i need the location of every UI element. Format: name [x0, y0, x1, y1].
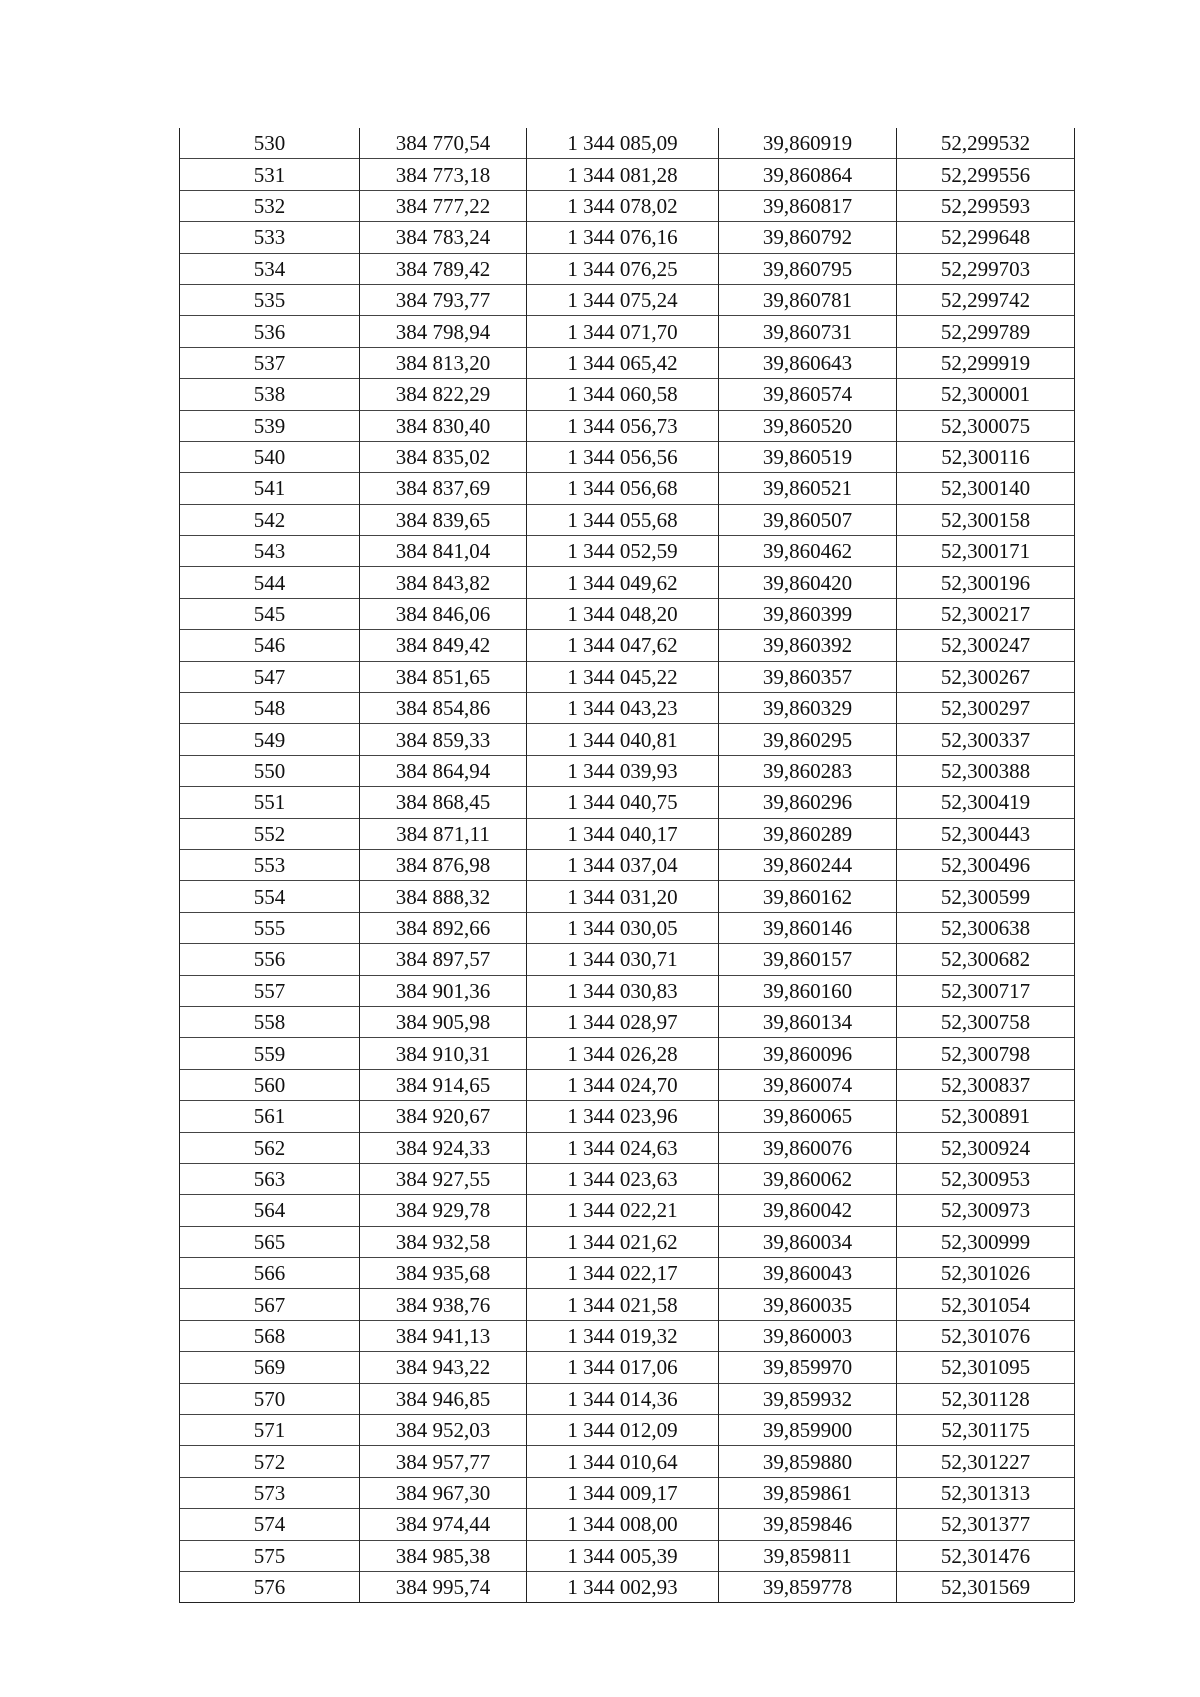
table-row: [180, 849, 1075, 880]
table-row: [180, 1101, 1075, 1132]
point-number-cell: 564: [180, 1195, 360, 1226]
latitude-cell: 52,299789: [897, 316, 1075, 347]
latitude-cell: 52,300297: [897, 693, 1075, 724]
point-number-cell: 568: [180, 1320, 360, 1351]
longitude-cell: 39,859880: [719, 1446, 897, 1477]
x-coordinate-cell: 384 935,68: [360, 1258, 527, 1289]
point-number-cell: 575: [180, 1540, 360, 1571]
longitude-cell: 39,859861: [719, 1477, 897, 1508]
point-number-cell: 538: [180, 379, 360, 410]
point-number-cell: 565: [180, 1226, 360, 1257]
y-coordinate-cell: 1 344 022,17: [527, 1258, 719, 1289]
table-row: [180, 441, 1075, 472]
point-number-cell: 559: [180, 1038, 360, 1069]
latitude-cell: 52,300999: [897, 1226, 1075, 1257]
x-coordinate-cell: 384 770,54: [360, 128, 527, 159]
x-coordinate-cell: 384 888,32: [360, 881, 527, 912]
table-row: [180, 787, 1075, 818]
table-row: [180, 1038, 1075, 1069]
longitude-cell: 39,860420: [719, 567, 897, 598]
longitude-cell: 39,859811: [719, 1540, 897, 1571]
x-coordinate-cell: 384 789,42: [360, 253, 527, 284]
x-coordinate-cell: 384 914,65: [360, 1069, 527, 1100]
x-coordinate-cell: 384 864,94: [360, 755, 527, 786]
y-coordinate-cell: 1 344 039,93: [527, 755, 719, 786]
x-coordinate-cell: 384 868,45: [360, 787, 527, 818]
y-coordinate-cell: 1 344 023,63: [527, 1163, 719, 1194]
x-coordinate-cell: 384 837,69: [360, 473, 527, 504]
point-number-cell: 536: [180, 316, 360, 347]
table-row: [180, 410, 1075, 441]
latitude-cell: 52,300443: [897, 818, 1075, 849]
x-coordinate-cell: 384 813,20: [360, 347, 527, 378]
table-row: [180, 598, 1075, 629]
y-coordinate-cell: 1 344 008,00: [527, 1509, 719, 1540]
table-row: [180, 1006, 1075, 1037]
y-coordinate-cell: 1 344 085,09: [527, 128, 719, 159]
y-coordinate-cell: 1 344 043,23: [527, 693, 719, 724]
x-coordinate-cell: 384 938,76: [360, 1289, 527, 1320]
latitude-cell: 52,300158: [897, 504, 1075, 535]
longitude-cell: 39,860392: [719, 630, 897, 661]
y-coordinate-cell: 1 344 076,16: [527, 222, 719, 253]
x-coordinate-cell: 384 943,22: [360, 1352, 527, 1383]
latitude-cell: 52,300717: [897, 975, 1075, 1006]
table-row: [180, 944, 1075, 975]
x-coordinate-cell: 384 871,11: [360, 818, 527, 849]
latitude-cell: 52,300682: [897, 944, 1075, 975]
longitude-cell: 39,860357: [719, 661, 897, 692]
x-coordinate-cell: 384 793,77: [360, 284, 527, 315]
table-row: [180, 1226, 1075, 1257]
x-coordinate-cell: 384 859,33: [360, 724, 527, 755]
y-coordinate-cell: 1 344 040,81: [527, 724, 719, 755]
longitude-cell: 39,860074: [719, 1069, 897, 1100]
longitude-cell: 39,860062: [719, 1163, 897, 1194]
longitude-cell: 39,860283: [719, 755, 897, 786]
latitude-cell: 52,300891: [897, 1101, 1075, 1132]
latitude-cell: 52,300116: [897, 441, 1075, 472]
latitude-cell: 52,301095: [897, 1352, 1075, 1383]
table-row: [180, 818, 1075, 849]
x-coordinate-cell: 384 897,57: [360, 944, 527, 975]
y-coordinate-cell: 1 344 021,58: [527, 1289, 719, 1320]
x-coordinate-cell: 384 851,65: [360, 661, 527, 692]
point-number-cell: 567: [180, 1289, 360, 1320]
longitude-cell: 39,860162: [719, 881, 897, 912]
point-number-cell: 549: [180, 724, 360, 755]
x-coordinate-cell: 384 839,65: [360, 504, 527, 535]
table-row: [180, 975, 1075, 1006]
latitude-cell: 52,301175: [897, 1415, 1075, 1446]
longitude-cell: 39,860160: [719, 975, 897, 1006]
point-number-cell: 545: [180, 598, 360, 629]
latitude-cell: 52,300001: [897, 379, 1075, 410]
longitude-cell: 39,860096: [719, 1038, 897, 1069]
y-coordinate-cell: 1 344 078,02: [527, 190, 719, 221]
point-number-cell: 560: [180, 1069, 360, 1100]
y-coordinate-cell: 1 344 040,75: [527, 787, 719, 818]
latitude-cell: 52,300140: [897, 473, 1075, 504]
y-coordinate-cell: 1 344 071,70: [527, 316, 719, 347]
point-number-cell: 539: [180, 410, 360, 441]
point-number-cell: 534: [180, 253, 360, 284]
table-row: [180, 316, 1075, 347]
latitude-cell: 52,300638: [897, 912, 1075, 943]
y-coordinate-cell: 1 344 065,42: [527, 347, 719, 378]
y-coordinate-cell: 1 344 031,20: [527, 881, 719, 912]
longitude-cell: 39,860731: [719, 316, 897, 347]
x-coordinate-cell: 384 835,02: [360, 441, 527, 472]
table-row: [180, 1195, 1075, 1226]
y-coordinate-cell: 1 344 005,39: [527, 1540, 719, 1571]
table-row: [180, 222, 1075, 253]
latitude-cell: 52,300171: [897, 536, 1075, 567]
latitude-cell: 52,301128: [897, 1383, 1075, 1414]
x-coordinate-cell: 384 910,31: [360, 1038, 527, 1069]
latitude-cell: 52,299742: [897, 284, 1075, 315]
longitude-cell: 39,860643: [719, 347, 897, 378]
table-row: [180, 1069, 1075, 1100]
x-coordinate-cell: 384 841,04: [360, 536, 527, 567]
point-number-cell: 557: [180, 975, 360, 1006]
table-row: [180, 1415, 1075, 1446]
point-number-cell: 558: [180, 1006, 360, 1037]
table-row: [180, 724, 1075, 755]
point-number-cell: 561: [180, 1101, 360, 1132]
longitude-cell: 39,860003: [719, 1320, 897, 1351]
x-coordinate-cell: 384 901,36: [360, 975, 527, 1006]
longitude-cell: 39,860329: [719, 693, 897, 724]
longitude-cell: 39,860399: [719, 598, 897, 629]
y-coordinate-cell: 1 344 002,93: [527, 1571, 719, 1602]
longitude-cell: 39,860462: [719, 536, 897, 567]
coordinates-table: [179, 128, 1075, 1602]
x-coordinate-cell: 384 843,82: [360, 567, 527, 598]
latitude-cell: 52,299648: [897, 222, 1075, 253]
x-coordinate-cell: 384 849,42: [360, 630, 527, 661]
longitude-cell: 39,860244: [719, 849, 897, 880]
point-number-cell: 566: [180, 1258, 360, 1289]
x-coordinate-cell: 384 932,58: [360, 1226, 527, 1257]
longitude-cell: 39,860146: [719, 912, 897, 943]
point-number-cell: 571: [180, 1415, 360, 1446]
x-coordinate-cell: 384 927,55: [360, 1163, 527, 1194]
point-number-cell: 535: [180, 284, 360, 315]
y-coordinate-cell: 1 344 021,62: [527, 1226, 719, 1257]
longitude-cell: 39,860574: [719, 379, 897, 410]
x-coordinate-cell: 384 957,77: [360, 1446, 527, 1477]
point-number-cell: 547: [180, 661, 360, 692]
table-row: [180, 661, 1075, 692]
table-row: [180, 128, 1075, 159]
y-coordinate-cell: 1 344 028,97: [527, 1006, 719, 1037]
table-row: [180, 253, 1075, 284]
latitude-cell: 52,300267: [897, 661, 1075, 692]
point-number-cell: 563: [180, 1163, 360, 1194]
longitude-cell: 39,860157: [719, 944, 897, 975]
longitude-cell: 39,860792: [719, 222, 897, 253]
x-coordinate-cell: 384 777,22: [360, 190, 527, 221]
table-row: [180, 1446, 1075, 1477]
longitude-cell: 39,860043: [719, 1258, 897, 1289]
x-coordinate-cell: 384 876,98: [360, 849, 527, 880]
latitude-cell: 52,301054: [897, 1289, 1075, 1320]
table-row: [180, 693, 1075, 724]
y-coordinate-cell: 1 344 056,68: [527, 473, 719, 504]
y-coordinate-cell: 1 344 047,62: [527, 630, 719, 661]
point-number-cell: 537: [180, 347, 360, 378]
x-coordinate-cell: 384 892,66: [360, 912, 527, 943]
x-coordinate-cell: 384 773,18: [360, 159, 527, 190]
y-coordinate-cell: 1 344 022,21: [527, 1195, 719, 1226]
table-row: [180, 536, 1075, 567]
latitude-cell: 52,300337: [897, 724, 1075, 755]
y-coordinate-cell: 1 344 024,70: [527, 1069, 719, 1100]
latitude-cell: 52,300419: [897, 787, 1075, 818]
longitude-cell: 39,860134: [719, 1006, 897, 1037]
y-coordinate-cell: 1 344 060,58: [527, 379, 719, 410]
latitude-cell: 52,299919: [897, 347, 1075, 378]
x-coordinate-cell: 384 967,30: [360, 1477, 527, 1508]
latitude-cell: 52,300924: [897, 1132, 1075, 1163]
y-coordinate-cell: 1 344 024,63: [527, 1132, 719, 1163]
table-row: [180, 1540, 1075, 1571]
table-row: [180, 630, 1075, 661]
x-coordinate-cell: 384 830,40: [360, 410, 527, 441]
y-coordinate-cell: 1 344 075,24: [527, 284, 719, 315]
latitude-cell: 52,300196: [897, 567, 1075, 598]
x-coordinate-cell: 384 974,44: [360, 1509, 527, 1540]
longitude-cell: 39,860076: [719, 1132, 897, 1163]
longitude-cell: 39,860507: [719, 504, 897, 535]
y-coordinate-cell: 1 344 030,83: [527, 975, 719, 1006]
y-coordinate-cell: 1 344 019,32: [527, 1320, 719, 1351]
table-row: [180, 1258, 1075, 1289]
table-row: [180, 1289, 1075, 1320]
point-number-cell: 562: [180, 1132, 360, 1163]
latitude-cell: 52,300217: [897, 598, 1075, 629]
latitude-cell: 52,301227: [897, 1446, 1075, 1477]
latitude-cell: 52,299593: [897, 190, 1075, 221]
table-row: [180, 159, 1075, 190]
latitude-cell: 52,299532: [897, 128, 1075, 159]
x-coordinate-cell: 384 854,86: [360, 693, 527, 724]
point-number-cell: 555: [180, 912, 360, 943]
point-number-cell: 574: [180, 1509, 360, 1540]
longitude-cell: 39,860042: [719, 1195, 897, 1226]
x-coordinate-cell: 384 952,03: [360, 1415, 527, 1446]
latitude-cell: 52,301569: [897, 1571, 1075, 1602]
latitude-cell: 52,301377: [897, 1509, 1075, 1540]
y-coordinate-cell: 1 344 037,04: [527, 849, 719, 880]
point-number-cell: 552: [180, 818, 360, 849]
y-coordinate-cell: 1 344 055,68: [527, 504, 719, 535]
latitude-cell: 52,301076: [897, 1320, 1075, 1351]
y-coordinate-cell: 1 344 012,09: [527, 1415, 719, 1446]
x-coordinate-cell: 384 905,98: [360, 1006, 527, 1037]
table-row: [180, 1352, 1075, 1383]
latitude-cell: 52,301313: [897, 1477, 1075, 1508]
point-number-cell: 543: [180, 536, 360, 567]
longitude-cell: 39,860919: [719, 128, 897, 159]
x-coordinate-cell: 384 783,24: [360, 222, 527, 253]
x-coordinate-cell: 384 822,29: [360, 379, 527, 410]
y-coordinate-cell: 1 344 081,28: [527, 159, 719, 190]
point-number-cell: 533: [180, 222, 360, 253]
latitude-cell: 52,300953: [897, 1163, 1075, 1194]
point-number-cell: 570: [180, 1383, 360, 1414]
point-number-cell: 532: [180, 190, 360, 221]
x-coordinate-cell: 384 995,74: [360, 1571, 527, 1602]
table-row: [180, 881, 1075, 912]
table-row: [180, 1132, 1075, 1163]
point-number-cell: 541: [180, 473, 360, 504]
longitude-cell: 39,860289: [719, 818, 897, 849]
point-number-cell: 544: [180, 567, 360, 598]
x-coordinate-cell: 384 798,94: [360, 316, 527, 347]
x-coordinate-cell: 384 920,67: [360, 1101, 527, 1132]
table-row: [180, 1383, 1075, 1414]
table-row: [180, 1477, 1075, 1508]
y-coordinate-cell: 1 344 045,22: [527, 661, 719, 692]
y-coordinate-cell: 1 344 010,64: [527, 1446, 719, 1477]
point-number-cell: 553: [180, 849, 360, 880]
table-row: [180, 473, 1075, 504]
x-coordinate-cell: 384 985,38: [360, 1540, 527, 1571]
longitude-cell: 39,860795: [719, 253, 897, 284]
y-coordinate-cell: 1 344 023,96: [527, 1101, 719, 1132]
point-number-cell: 530: [180, 128, 360, 159]
x-coordinate-cell: 384 846,06: [360, 598, 527, 629]
y-coordinate-cell: 1 344 030,71: [527, 944, 719, 975]
table-row: [180, 1571, 1075, 1602]
table-row: [180, 190, 1075, 221]
table-row: [180, 1163, 1075, 1194]
y-coordinate-cell: 1 344 014,36: [527, 1383, 719, 1414]
coordinates-table-body: [180, 128, 1075, 1602]
point-number-cell: 550: [180, 755, 360, 786]
point-number-cell: 531: [180, 159, 360, 190]
longitude-cell: 39,860035: [719, 1289, 897, 1320]
latitude-cell: 52,299556: [897, 159, 1075, 190]
y-coordinate-cell: 1 344 056,56: [527, 441, 719, 472]
point-number-cell: 546: [180, 630, 360, 661]
x-coordinate-cell: 384 924,33: [360, 1132, 527, 1163]
longitude-cell: 39,859932: [719, 1383, 897, 1414]
y-coordinate-cell: 1 344 048,20: [527, 598, 719, 629]
table-row: [180, 1509, 1075, 1540]
coordinates-table-container: [179, 128, 1074, 1603]
longitude-cell: 39,860781: [719, 284, 897, 315]
y-coordinate-cell: 1 344 076,25: [527, 253, 719, 284]
point-number-cell: 572: [180, 1446, 360, 1477]
longitude-cell: 39,860296: [719, 787, 897, 818]
longitude-cell: 39,860065: [719, 1101, 897, 1132]
point-number-cell: 551: [180, 787, 360, 818]
point-number-cell: 573: [180, 1477, 360, 1508]
longitude-cell: 39,859846: [719, 1509, 897, 1540]
point-number-cell: 569: [180, 1352, 360, 1383]
table-row: [180, 379, 1075, 410]
y-coordinate-cell: 1 344 026,28: [527, 1038, 719, 1069]
latitude-cell: 52,300496: [897, 849, 1075, 880]
latitude-cell: 52,299703: [897, 253, 1075, 284]
longitude-cell: 39,860817: [719, 190, 897, 221]
longitude-cell: 39,859778: [719, 1571, 897, 1602]
longitude-cell: 39,860520: [719, 410, 897, 441]
x-coordinate-cell: 384 941,13: [360, 1320, 527, 1351]
point-number-cell: 548: [180, 693, 360, 724]
latitude-cell: 52,300075: [897, 410, 1075, 441]
x-coordinate-cell: 384 946,85: [360, 1383, 527, 1414]
latitude-cell: 52,300973: [897, 1195, 1075, 1226]
y-coordinate-cell: 1 344 009,17: [527, 1477, 719, 1508]
y-coordinate-cell: 1 344 017,06: [527, 1352, 719, 1383]
latitude-cell: 52,300798: [897, 1038, 1075, 1069]
y-coordinate-cell: 1 344 056,73: [527, 410, 719, 441]
latitude-cell: 52,301026: [897, 1258, 1075, 1289]
latitude-cell: 52,301476: [897, 1540, 1075, 1571]
latitude-cell: 52,300388: [897, 755, 1075, 786]
y-coordinate-cell: 1 344 052,59: [527, 536, 719, 567]
latitude-cell: 52,300758: [897, 1006, 1075, 1037]
table-row: [180, 755, 1075, 786]
point-number-cell: 542: [180, 504, 360, 535]
y-coordinate-cell: 1 344 049,62: [527, 567, 719, 598]
point-number-cell: 556: [180, 944, 360, 975]
table-row: [180, 284, 1075, 315]
table-row: [180, 567, 1075, 598]
latitude-cell: 52,300599: [897, 881, 1075, 912]
point-number-cell: 540: [180, 441, 360, 472]
table-row: [180, 504, 1075, 535]
point-number-cell: 576: [180, 1571, 360, 1602]
longitude-cell: 39,860519: [719, 441, 897, 472]
table-row: [180, 912, 1075, 943]
latitude-cell: 52,300247: [897, 630, 1075, 661]
longitude-cell: 39,859970: [719, 1352, 897, 1383]
longitude-cell: 39,860864: [719, 159, 897, 190]
y-coordinate-cell: 1 344 030,05: [527, 912, 719, 943]
longitude-cell: 39,860034: [719, 1226, 897, 1257]
x-coordinate-cell: 384 929,78: [360, 1195, 527, 1226]
table-row: [180, 1320, 1075, 1351]
longitude-cell: 39,860295: [719, 724, 897, 755]
longitude-cell: 39,860521: [719, 473, 897, 504]
latitude-cell: 52,300837: [897, 1069, 1075, 1100]
longitude-cell: 39,859900: [719, 1415, 897, 1446]
y-coordinate-cell: 1 344 040,17: [527, 818, 719, 849]
table-row: [180, 347, 1075, 378]
point-number-cell: 554: [180, 881, 360, 912]
